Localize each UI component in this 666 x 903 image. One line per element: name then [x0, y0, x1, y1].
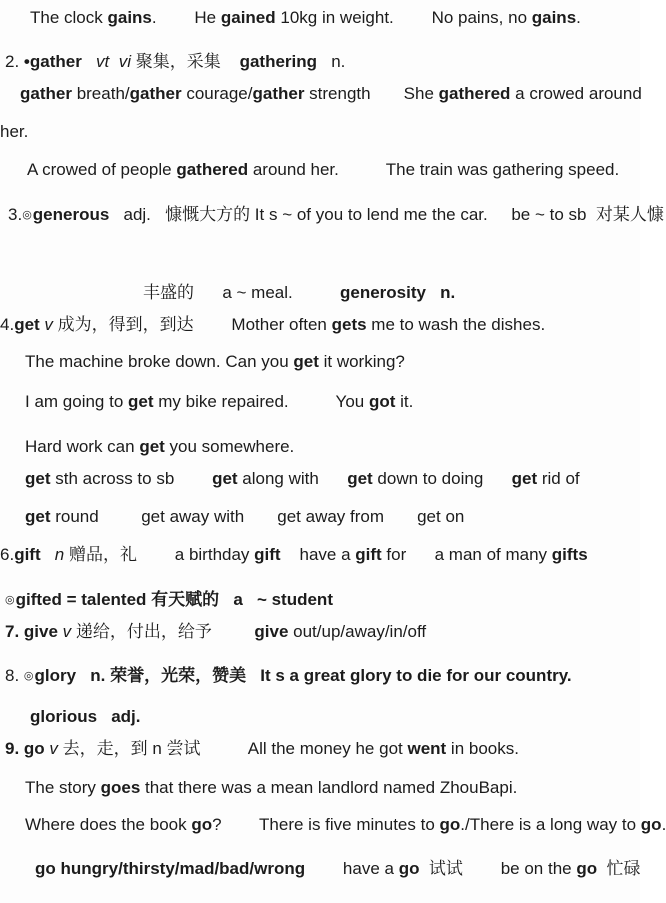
text-segment: round get away with get away from get on	[50, 507, 465, 526]
text-segment: The story	[25, 778, 101, 797]
text-segment: gains	[531, 8, 577, 27]
text-segment: get	[293, 352, 319, 371]
text-segment: 10kg in weight. No pains, no	[275, 8, 532, 27]
text-segment: 试试 be on the	[419, 859, 577, 878]
text-segment: it.	[395, 392, 414, 411]
text-segment: her.	[0, 122, 29, 141]
text-segment: breath/	[71, 84, 130, 103]
text-segment: around her. The train was gathering speed.	[248, 160, 620, 179]
text-segment: gift	[355, 545, 382, 564]
text-segment: Where does the book	[25, 815, 192, 834]
text-segment: out/up/away/in/off	[288, 622, 427, 641]
text-segment: gather	[20, 84, 72, 103]
entry-get	[0, 313, 545, 337]
text-segment: gift	[254, 545, 281, 564]
text-segment: for a man of many	[381, 545, 552, 564]
text-segment: give	[254, 622, 289, 641]
line-glorious	[30, 705, 141, 729]
text-segment: have a	[280, 545, 356, 564]
text-segment: adj. 慷慨大方的 It s ~ of you to lend me the car. be ~ to sb 对某人慷	[109, 205, 664, 224]
line-get-example-2	[25, 390, 413, 414]
text-segment: me to wash the dishes.	[366, 315, 546, 334]
text-segment: go	[576, 859, 598, 878]
line-go-example-2	[25, 813, 666, 837]
text-segment: 赠品，礼 a birthday	[64, 545, 255, 564]
entry-gifted	[5, 588, 333, 612]
entry-generous	[8, 203, 664, 227]
text-segment: 递给，付出，给予	[71, 622, 255, 641]
line-go-example-1	[25, 776, 517, 800]
circle-marker-icon: ◎	[22, 209, 33, 221]
text-segment: vt	[96, 52, 110, 71]
text-segment: get	[128, 392, 154, 411]
text-segment: gifted = talented 有天赋的 a ~ student	[15, 590, 333, 609]
text-segment: go	[439, 815, 461, 834]
text-segment: get	[25, 469, 51, 488]
circle-marker-icon: ◎	[5, 594, 16, 606]
text-segment: gathered	[176, 160, 249, 179]
text-segment: my bike repaired. You	[153, 392, 369, 411]
text-segment: The machine broke down. Can you	[25, 352, 294, 371]
text-segment: ? There is five minutes to	[212, 815, 440, 834]
text-segment: 3.	[8, 205, 23, 224]
line-get-phrases-1	[25, 467, 580, 491]
text-segment: in books.	[446, 739, 519, 758]
text-segment: A crowed of people	[27, 160, 177, 179]
text-segment: you somewhere.	[164, 437, 295, 456]
text-segment: courage/	[181, 84, 253, 103]
text-segment: 8.	[5, 666, 24, 685]
text-segment: gained	[220, 8, 276, 27]
text-segment: get	[347, 469, 373, 488]
text-segment: get	[511, 469, 538, 488]
text-segment: 6.	[0, 545, 15, 564]
bullet-icon: •	[23, 52, 30, 71]
text-segment	[82, 52, 96, 71]
text-segment: gathered	[438, 84, 511, 103]
text-segment: along with	[237, 469, 348, 488]
text-segment: goes	[100, 778, 141, 797]
text-segment: strength She	[304, 84, 439, 103]
line-get-example-3	[25, 435, 294, 459]
text-segment: .	[576, 8, 581, 27]
text-segment: 成为，得到，到达 Mother often	[52, 315, 332, 334]
text-segment: .	[661, 815, 666, 834]
text-segment	[41, 545, 55, 564]
entry-gift	[0, 543, 588, 567]
line-her-continuation	[0, 120, 28, 144]
text-segment: have a	[305, 859, 399, 878]
line-generous-continued	[143, 281, 455, 305]
entry-give	[5, 620, 426, 644]
text-segment: sth across to sb	[50, 469, 213, 488]
text-segment: 7. give	[5, 622, 58, 641]
text-segment: generosity n.	[339, 283, 456, 302]
text-segment: gather	[252, 84, 305, 103]
line-go-phrases	[35, 857, 641, 881]
text-segment	[109, 52, 118, 71]
text-segment: 4.	[0, 315, 15, 334]
text-segment: The clock	[30, 8, 108, 27]
text-segment: down to doing	[372, 469, 512, 488]
circle-marker-icon: ◎	[23, 670, 35, 682]
text-segment: . He	[151, 8, 221, 27]
text-segment: glorious adj.	[30, 707, 141, 726]
text-segment: gather	[129, 84, 182, 103]
text-segment: get	[212, 469, 238, 488]
entry-glory	[5, 664, 572, 688]
text-segment: glory n. 荣誉，光荣，赞美 It s a great glory to die for our country.	[34, 666, 572, 685]
text-segment: got	[368, 392, 396, 411]
text-segment: it working?	[318, 352, 405, 371]
text-segment: Hard work can	[25, 437, 140, 456]
text-segment: generous	[32, 205, 110, 224]
line-get-phrases-2	[25, 505, 464, 529]
text-segment: 丰盛的 a ~ meal.	[143, 283, 340, 302]
text-segment: get	[25, 507, 51, 526]
text-segment: v	[62, 622, 72, 641]
text-segment: gifts	[551, 545, 588, 564]
text-segment: gathering	[239, 52, 318, 71]
entry-go	[5, 737, 519, 761]
text-segment: 9. go	[5, 739, 45, 758]
text-segment: 2.	[5, 52, 24, 71]
line-gather-phrases	[20, 82, 642, 106]
text-segment: a crowed around	[510, 84, 642, 103]
text-segment: n	[54, 545, 65, 564]
text-segment: get	[139, 437, 165, 456]
text-segment: go	[398, 859, 420, 878]
text-segment: gains	[107, 8, 152, 27]
text-segment: get	[14, 315, 40, 334]
text-segment: went	[407, 739, 447, 758]
text-segment: I am going to	[25, 392, 129, 411]
text-segment: 聚集，采集	[130, 52, 240, 71]
text-segment: gather	[29, 52, 82, 71]
line-gathered-examples	[27, 158, 619, 182]
text-segment: v	[44, 315, 53, 334]
line-gain-examples	[30, 6, 581, 30]
text-segment: gift	[14, 545, 41, 564]
line-get-example-1	[25, 350, 405, 374]
text-segment: 去，走，到 n 尝试 All the money he got	[57, 739, 408, 758]
text-segment: vi	[118, 52, 131, 71]
text-segment: v	[49, 739, 58, 758]
text-segment: n.	[317, 52, 346, 71]
text-segment: go	[640, 815, 662, 834]
text-segment: ./There is a long way to	[460, 815, 641, 834]
text-segment: gets	[331, 315, 367, 334]
text-segment: that there was a mean landlord named ZhouBapi.	[140, 778, 518, 797]
text-segment: rid of	[537, 469, 580, 488]
text-segment: 忙碌	[597, 859, 641, 878]
entry-gather	[5, 50, 345, 74]
text-segment: go hungry/thirsty/mad/bad/wrong	[35, 859, 306, 878]
text-segment: go	[191, 815, 213, 834]
